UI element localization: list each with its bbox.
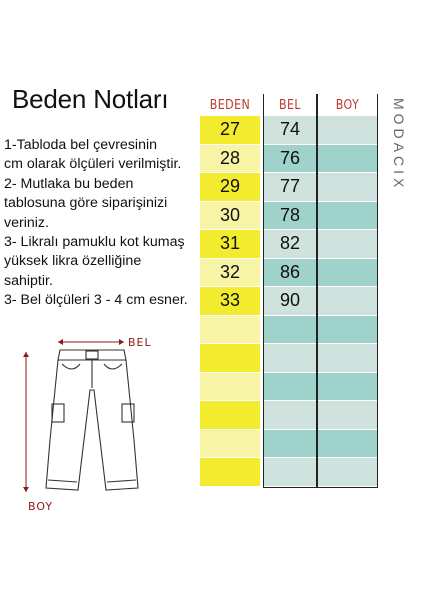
bel-cell <box>264 316 316 345</box>
boy-cell <box>318 287 377 316</box>
boy-cell <box>318 316 377 345</box>
boy-cell <box>318 202 377 231</box>
boy-cell <box>318 230 377 259</box>
pants-outline <box>46 350 138 490</box>
note-line: 1-Tabloda bel çevresinin <box>4 137 157 153</box>
bel-cell <box>264 430 316 459</box>
bel-cell: 86 <box>264 259 316 288</box>
boy-cell <box>318 458 377 487</box>
bel-cell <box>264 373 316 402</box>
waist-arrowhead-left <box>58 339 63 345</box>
bel-column <box>263 94 317 488</box>
beden-cell: 27 <box>200 116 260 145</box>
beden-column <box>200 94 260 487</box>
beden-cell: 33 <box>200 287 260 316</box>
note-line: 3- Likralı pamuklu kot kumaş <box>4 234 185 251</box>
bel-header: BEL <box>279 97 301 113</box>
beden-cell <box>200 316 260 345</box>
boy-cell <box>318 145 377 174</box>
beden-cell <box>200 430 260 459</box>
note-line: 3- Bel ölçüleri 3 - 4 cm esner. <box>4 292 188 309</box>
waist-arrowhead-right <box>119 339 124 345</box>
boy-cell <box>318 373 377 402</box>
boy-cell <box>318 344 377 373</box>
beden-cell <box>200 458 260 487</box>
length-label: BOY <box>28 500 54 513</box>
note-line: tablosuna göre siparişinizi <box>4 195 168 212</box>
boy-cell <box>318 173 377 202</box>
boy-cell <box>318 401 377 430</box>
note-line: veriniz. <box>4 214 49 231</box>
boy-cell <box>318 259 377 288</box>
waist-label: BEL <box>128 336 152 349</box>
beden-cell <box>200 401 260 430</box>
beden-cell: 30 <box>200 202 260 231</box>
boy-cell <box>318 116 377 145</box>
pants-diagram-icon <box>10 330 180 520</box>
note-line: 2- Mutlaka bu beden <box>4 175 134 192</box>
boy-header: BOY <box>335 97 360 113</box>
note-line: cm olarak ölçüleri verilmiştir. <box>4 156 182 173</box>
beden-cell: 29 <box>200 173 260 202</box>
boy-cell <box>318 430 377 459</box>
note-line: yüksek likra özelliğine <box>4 253 142 270</box>
bel-cell <box>264 344 316 373</box>
length-arrowhead-top <box>23 352 29 357</box>
length-arrowhead-bottom <box>23 487 29 492</box>
page-title: Beden Notları <box>12 84 169 114</box>
note-line: sahiptir. <box>4 272 53 289</box>
bel-cell <box>264 401 316 430</box>
bel-cell: 74 <box>264 116 316 145</box>
boy-column <box>317 94 378 488</box>
bel-cell: 76 <box>264 145 316 174</box>
beden-header: BEDEN <box>209 97 251 113</box>
beden-cell: 32 <box>200 259 260 288</box>
beden-cell <box>200 344 260 373</box>
beden-cell: 28 <box>200 145 260 174</box>
bel-cell: 77 <box>264 173 316 202</box>
bel-cell: 82 <box>264 230 316 259</box>
bel-cell <box>264 458 316 487</box>
beden-cell <box>200 373 260 402</box>
size-notes <box>4 136 200 311</box>
brand-logo <box>391 98 409 218</box>
brand-text: MODACIX <box>391 98 407 192</box>
bel-cell: 90 <box>264 287 316 316</box>
beden-cell: 31 <box>200 230 260 259</box>
bel-cell: 78 <box>264 202 316 231</box>
